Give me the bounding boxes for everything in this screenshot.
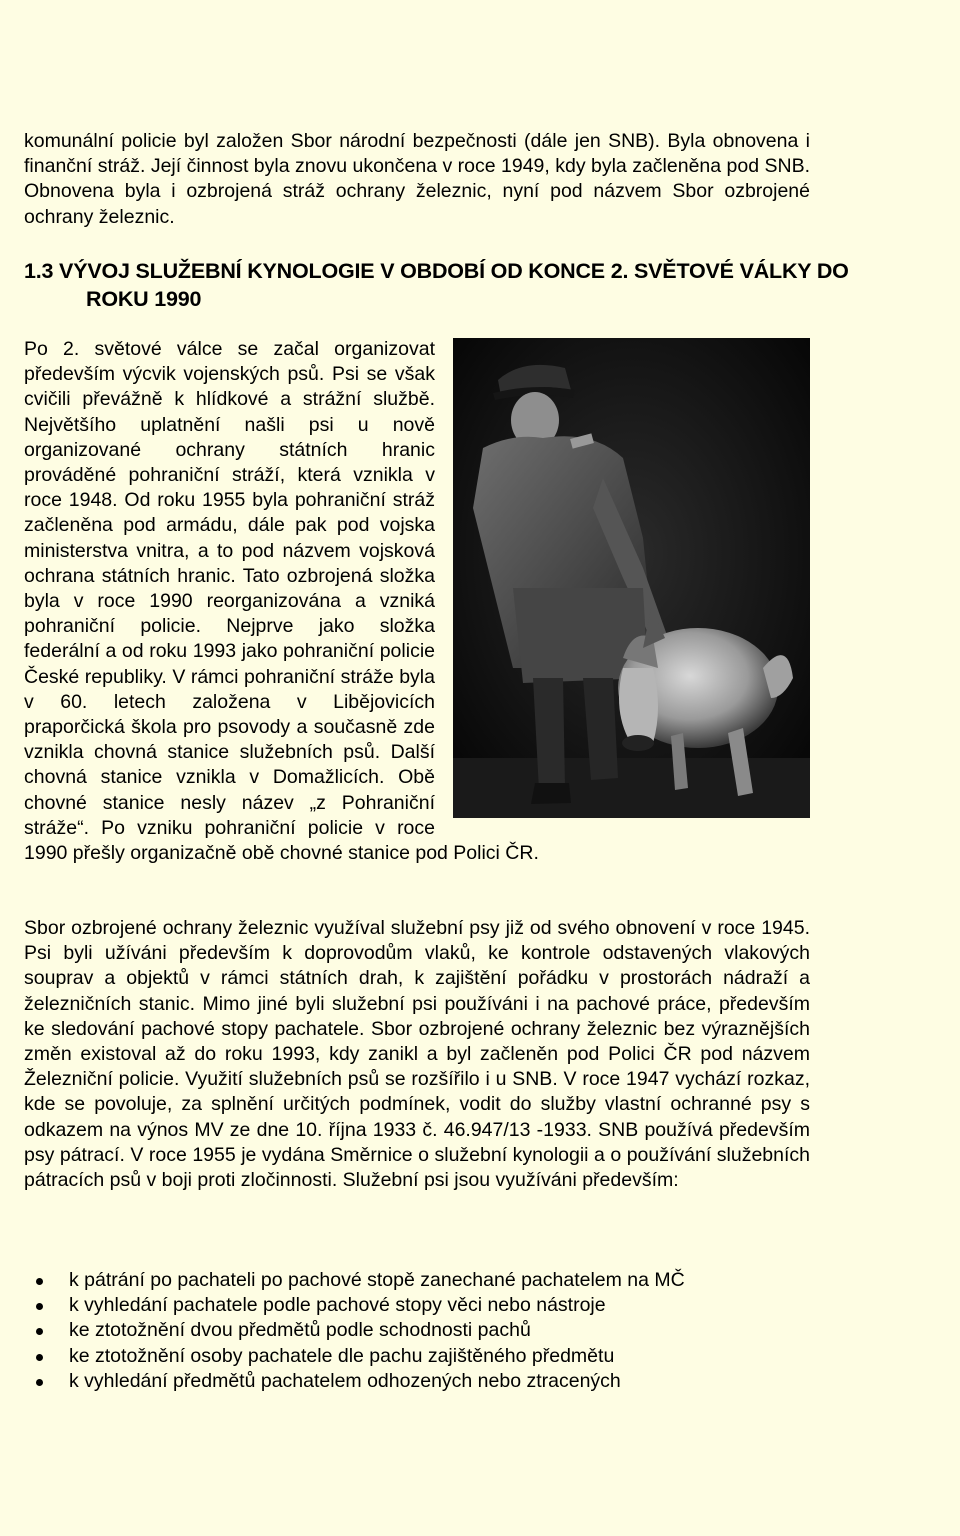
bullet-icon [36, 1379, 43, 1386]
section-heading: 1.3 VÝVOJ SLUŽEBNÍ KYNOLOGIE V OBDOBÍ OD KONCE 2. SVĚTOVÉ VÁLKY DO ROKU 1990 [24, 259, 849, 311]
usage-list [24, 1268, 810, 1394]
bullet-icon [36, 1328, 43, 1335]
section-body [24, 337, 810, 866]
photo-image [453, 338, 810, 818]
list-item: k vyhledání pachatele podle pachové stopy věci nebo nástroje [24, 1293, 810, 1318]
list-item: k pátrání po pachateli po pachové stopě zanechané pachatelem na MČ [24, 1268, 810, 1293]
paragraph-2: Sbor ozbrojené ochrany železnic využíval služební psy již od svého obnovení v roce 1945. Psi byli užíváni především k doprovodům vlaků, ke kontrole odstavených vlakových souprav a objektů v rámci státních drah, k zajištění pořádku v prostorách nádraží a železničních stanic. Mimo jiné byli služební psi používáni i na pachové práce, především ke sledování pachové stopy pachatele. Sbor ozbrojené ochrany železnic bez výraznějších změn existoval až do roku 1993, kdy zanikl a byl začleněn pod Polici ČR pod názvem Železniční policie. Využití služebních psů se rozšířilo i u SNB. V roce 1947 vychází rozkaz, kde se povoluje, za splnění určitých podmínek, vodit do služby vlastní ochranné psy s odkazem na výnos MV ze dne 10. října 1933 č. 46.947/13 -1933. SNB používá především psy pátrací. V roce 1955 je vydána Směrnice o služební kynologii a o používání služebních pátracích psů v boji proti zločinnosti. Služební psi jsou využíváni především: [24, 917, 810, 1192]
list-item: k vyhledání předmětů pachatelem odhozených nebo ztracených [24, 1369, 810, 1394]
bullet-icon [36, 1303, 43, 1310]
bullet-icon [36, 1354, 43, 1361]
list-item: ke ztotožnění osoby pachatele dle pachu zajištěného předmětu [24, 1344, 810, 1369]
bullet-icon [36, 1278, 43, 1285]
section-paragraph: Po 2. světové válce se začal organizovat především výcvik vojenských psů. Psi se však cvičili převážně k hlídkové a strážní službě. Největšího uplatnění našli psi u nově organizované ochrany státních hranic prováděné pohraniční stráží, která vznikla v roce 1948. Od roku 1955 byla pohraniční stráž začleněna pod armádu, dále pak pod vojska ministerstva vnitra, a to pod názvem vojsková ochrana státních hranic. Tato ozbrojená složka byla v roce 1990 reorganizována a vzniká pohraniční policie. Nejprve jako složka federální a od roku 1993 jako pohraniční policie České republiky. V rámci pohraniční stráže byla v 60. letech založena v Libějovicích praporčická škola pro psovody a současně zde vznikla chovná stanice služebních psů. Další chovná stanice vznikla v Domažlicích. Obě chovné stanice nesly název „z Pohraniční stráže“. Po vzniku pohraniční policie v roce 1990 přešly organizačně obě chovné stanice pod Polici ČR. [24, 338, 539, 865]
list-item: ke ztotožnění dvou předmětů podle schodnosti pachů [24, 1318, 810, 1343]
photo-soldier-with-dog [453, 338, 810, 818]
intro-paragraph: komunální policie byl založen Sbor národní bezpečnosti (dále jen SNB). Byla obnovena i finanční stráž. Její činnost byla znovu ukončena v roce 1949, kdy byla začleněna pod SNB. Obnovena byla i ozbrojená stráž ochrany železnic, nyní pod názvem Sbor ozbrojené ochrany železnic. [24, 130, 810, 228]
